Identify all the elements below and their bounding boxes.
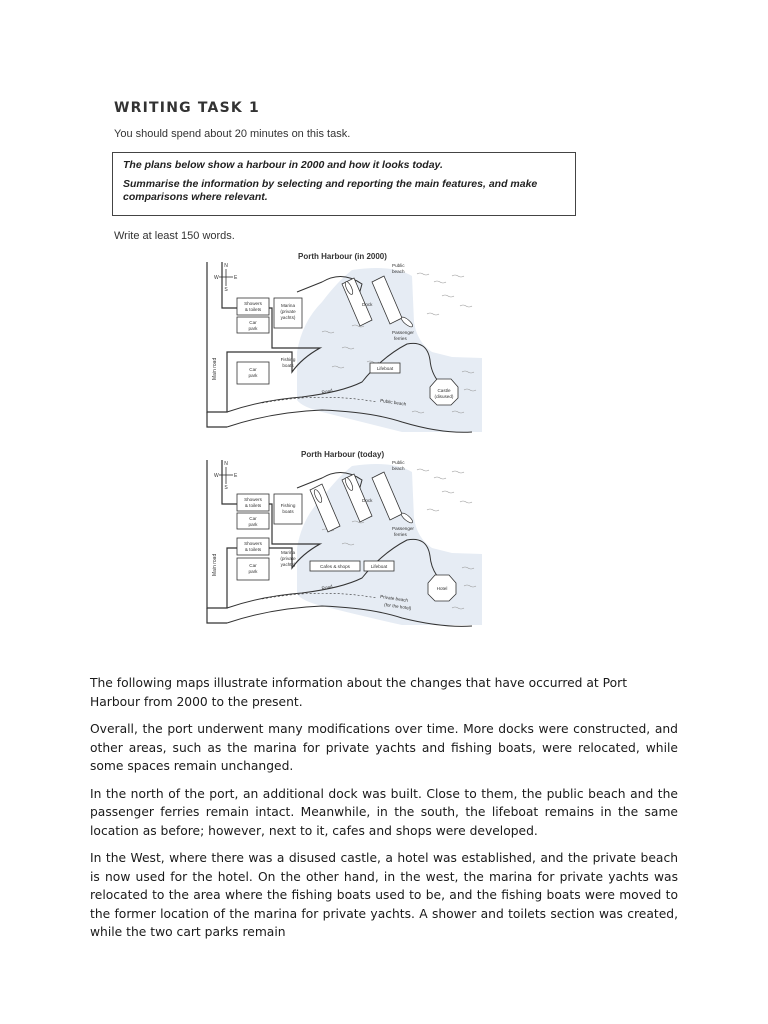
svg-text:boats: boats [282,509,294,514]
essay-paragraph-3: In the north of the port, an additional dock was built. Close to them, the public beach and the passenger ferries remain intact. Meanwhile, in the south, the lifeboat remains in the same location as before; however, next to it, cafes and shops were developed. [90,786,678,838]
compass-n-2000: N [224,263,228,269]
svg-text:Fishing: Fishing [280,503,296,508]
lifeboat-label-today: Lifeboat [370,564,388,569]
svg-text:boats: boats [282,363,294,368]
writing-task-image [106,92,596,632]
svg-text:Car: Car [249,563,257,568]
svg-text:(private: (private [280,556,296,561]
map-today-title: Porth Harbour (today) [301,450,385,459]
essay-paragraph-2: Overall, the port underwent many modifications over time. More docks were constructed, and other areas, such as the marina for private yachts and fishing boats, were relocated, while some spaces remain unchanged. [90,722,678,773]
svg-text:Showers: Showers [244,497,262,502]
public-beach-label-2000: Public [392,263,405,268]
task-heading: WRITING TASK 1 [114,100,260,116]
road-label-today: Road [321,583,333,591]
svg-text:Showers: Showers [244,301,262,306]
map-2000-title: Porth Harbour (in 2000) [298,252,387,261]
svg-text:park: park [248,373,258,378]
compass-w-2000: W [214,275,219,281]
svg-text:Marina: Marina [280,303,296,308]
essay-paragraph-1: The following maps illustrate information about the changes that have occurred at Port Harbour from 2000 to the present. [90,676,628,709]
map-today [202,460,492,630]
compass-e-today: E [234,473,238,479]
svg-text:Car: Car [249,320,257,325]
svg-text:park: park [248,569,258,574]
svg-text:yachts): yachts) [280,315,296,320]
svg-text:yachts): yachts) [280,562,296,567]
private-beach-label-today: Private beach [379,594,409,603]
ferries-label-today: Passenger [392,526,414,531]
prompt-line-1: The plans below show a harbour in 2000 and how it looks today. [123,159,443,171]
svg-text:(private: (private [280,309,296,314]
svg-text:& toilets: & toilets [244,503,262,508]
svg-text:Castle: Castle [437,388,451,393]
compass-e-2000: E [234,275,238,281]
public-beach-label-today: Public [392,460,405,465]
hotel-label-today: Hotel [436,586,448,591]
compass-n-today: N [224,461,228,467]
main-road-label-2000: Main road [212,357,218,380]
lifeboat-label-2000: Lifeboat [376,366,394,371]
svg-text:Car: Car [249,516,257,521]
svg-text:ferries: ferries [394,336,407,341]
compass-s-today: S [224,485,228,491]
svg-text:beach: beach [392,466,405,471]
map-2000 [202,262,492,442]
svg-text:ferries: ferries [394,532,407,537]
compass-s-2000: S [224,287,228,293]
road-label-2000: Road [321,387,333,395]
essay-paragraph-4: In the West, where there was a disused castle, a hotel was established, and the private beach is now used for the hotel. On the other hand, in the west, the marina for private yachts was relocated to the area where the fishing boats used to be, and the fishing boats were moved to the former location of the marina for private yachts. A shower and toilets section was created, while the two cart parks remain [90,851,678,939]
svg-text:Showers: Showers [244,541,262,546]
prompt-line-2: Summarise the information by selecting and reporting the main features, and make comparisons where relevant. [123,178,538,203]
word-count-instruction: Write at least 150 words. [114,230,235,242]
cafes-label-today: Cafes & shops [320,564,350,569]
dock-label-2000: Dock [362,302,373,307]
marina-label-today: Marina [280,550,296,555]
fishing-label-2000: Fishing [280,357,296,362]
prompt-box [112,152,576,216]
ferries-label-2000: Passenger [392,330,414,335]
svg-text:& toilets: & toilets [244,307,262,312]
svg-text:& toilets: & toilets [244,547,262,552]
svg-text:park: park [248,326,258,331]
public-beach-2-label-2000: Public beach [379,398,407,407]
svg-text:(disused): (disused) [434,394,454,399]
svg-text:(for the hotel): (for the hotel) [383,602,412,611]
dock-label-today: Dock [362,498,373,503]
time-instruction: You should spend about 20 minutes on this task. [114,128,351,140]
svg-text:Car: Car [249,367,257,372]
main-road-label-today: Main road [212,553,218,576]
svg-text:park: park [248,522,258,527]
compass-w-today: W [214,473,219,479]
svg-text:beach: beach [392,269,405,274]
essay-body [90,674,678,951]
